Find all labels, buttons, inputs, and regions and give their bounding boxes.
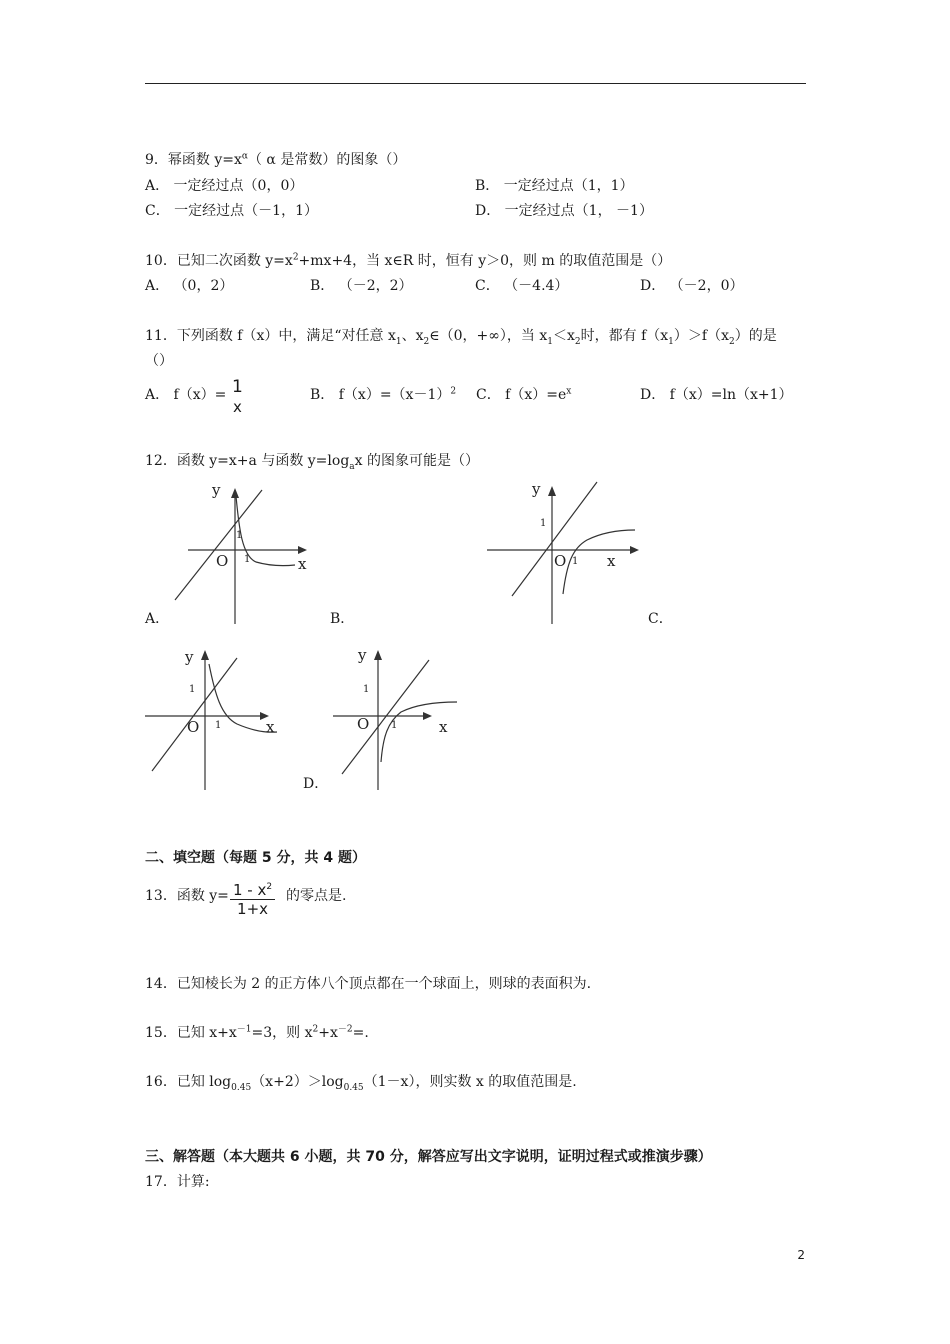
q9-option-b: B． 一定经过点（1，1）: [475, 178, 634, 194]
graph-option-a: [170, 478, 315, 628]
q15-stem-part: +x: [318, 1025, 338, 1041]
q9-superscript: α: [241, 151, 248, 162]
origin-label: O: [216, 552, 229, 570]
q10-option-b: B． （－2，2）: [310, 278, 413, 294]
q12-label-c: C．: [648, 611, 673, 627]
x-axis-arrow: [298, 546, 307, 554]
x-tick-label: 1: [572, 556, 579, 567]
q11-stem-part: ）的是: [734, 328, 777, 344]
q11-stem-part: ∈（0，+∞），当 x: [429, 328, 548, 344]
y-axis-arrow: [231, 488, 239, 498]
q11-option-c: [476, 386, 571, 404]
fraction-numerator: 1: [232, 377, 243, 397]
q9-option-d: D． 一定经过点（1， －1）: [475, 203, 653, 219]
y-tick-label: 1: [236, 530, 243, 541]
q9-option-a: A． 一定经过点（0，0）: [145, 178, 304, 194]
x-axis-label: x: [266, 718, 275, 736]
q11-stem-line2: （）: [145, 353, 173, 369]
q15-stem-part: =3，则 x: [251, 1025, 313, 1041]
q10-stem-part: +mx+4，当 x∈R 时，恒有 y＞0，则 m 的取值范围是（）: [298, 253, 672, 269]
q12-subscript: a: [349, 461, 355, 472]
y-axis-label: y: [185, 648, 194, 666]
q16-subscript: 0.45: [343, 1082, 364, 1093]
q10-option-c: C． （－4.4）: [475, 278, 569, 294]
q11-subscript: 1: [547, 336, 553, 347]
page-number: 2: [797, 1248, 805, 1262]
q10-superscript: 2: [292, 252, 299, 263]
y-axis-label: y: [358, 646, 367, 664]
q11-stem-part: ＜x: [552, 328, 575, 344]
x-axis-label: x: [298, 555, 307, 573]
q11-stem-part: 时，都有 f（x: [580, 328, 669, 344]
x-tick-label: 1: [391, 720, 398, 731]
q11-subscript: 2: [574, 336, 581, 347]
origin-label: O: [357, 715, 370, 733]
x-axis-arrow: [423, 712, 432, 720]
y-axis-label: y: [532, 480, 541, 498]
x-axis-arrow: [630, 546, 639, 554]
origin-label: O: [187, 718, 200, 736]
x-tick-label: 1: [215, 720, 222, 731]
header-rule: [145, 83, 806, 84]
y-axis-arrow: [548, 486, 556, 496]
q13-numerator-text: 1 - x: [233, 881, 267, 899]
q11-option-a-fraction: [229, 377, 246, 417]
q9-stem-part: （ α 是常数）的图象（）: [247, 152, 407, 168]
q12-label-d: D．: [303, 776, 329, 792]
line-graph: [342, 660, 429, 774]
q16-stem-part: 16．已知 log: [145, 1074, 232, 1090]
q9-option-c: C． 一定经过点（－1，1）: [145, 203, 318, 219]
graph-option-c: [145, 644, 285, 794]
q11-option-c-sup: x: [566, 386, 572, 397]
x-axis-label: x: [607, 552, 616, 570]
q15-superscript: －2: [337, 1024, 353, 1035]
q10-stem-part: 10．已知二次函数 y=x: [145, 253, 293, 269]
question-11-stem: [145, 327, 777, 345]
line-graph: [512, 482, 597, 596]
question-13-stem-suffix: 的零点是.: [286, 888, 347, 904]
q13-numerator-sup: 2: [266, 882, 273, 892]
q11-option-a: A． f（x）=: [145, 387, 227, 403]
q11-stem-part: 、x: [401, 328, 424, 344]
question-10-stem: [145, 252, 671, 270]
q11-option-c-text: C． f（x）=e: [476, 387, 567, 403]
graph-option-d: [333, 644, 473, 794]
q11-option-b: [310, 386, 456, 404]
line-graph: [175, 490, 262, 600]
question-16-stem: [145, 1073, 577, 1091]
graph-option-b: [485, 478, 650, 628]
q15-stem-part: 15．已知 x+x: [145, 1025, 237, 1041]
q11-subscript: 1: [395, 336, 402, 347]
y-axis-arrow: [201, 650, 209, 660]
fraction-denominator: x: [232, 398, 242, 416]
section-3-heading: 三、解答题（本大题共 6 小题，共 70 分，解答应写出文字说明，证明过程式或推演步骤）: [145, 1149, 712, 1165]
q11-subscript: 2: [423, 336, 430, 347]
question-9-stem: [145, 151, 406, 169]
y-axis-arrow: [374, 650, 382, 660]
q11-stem-part: ）＞f（x: [673, 328, 729, 344]
x-axis-label: x: [439, 718, 448, 736]
q16-stem-part: （1－x），则实数 x 的取值范围是.: [363, 1074, 577, 1090]
q12-label-b: B．: [330, 611, 355, 627]
q12-stem-part: x 的图象可能是（）: [354, 453, 480, 469]
q16-subscript: 0.45: [231, 1082, 252, 1093]
q11-subscript: 2: [728, 336, 735, 347]
y-tick-label: 1: [363, 684, 370, 695]
y-tick-label: 1: [540, 518, 547, 529]
q11-option-b-sup: 2: [450, 386, 457, 397]
q10-option-d: D． （－2，0）: [640, 278, 744, 294]
q9-stem-part: 9．幂函数 y=x: [145, 152, 242, 168]
line-graph: [152, 658, 237, 771]
q11-subscript: 1: [668, 336, 674, 347]
question-15-stem: [145, 1024, 369, 1042]
fraction-numerator: [230, 881, 275, 900]
question-17-stem: 17．计算:: [145, 1174, 210, 1190]
y-tick-label: 1: [189, 684, 196, 695]
y-axis-label: y: [212, 481, 221, 499]
q11-option-b-text: B． f（x）=（x－1）: [310, 387, 451, 403]
q15-superscript: 2: [312, 1024, 319, 1035]
q13-fraction: [230, 881, 275, 918]
question-14-stem: 14．已知棱长为 2 的正方体八个顶点都在一个球面上，则球的表面积为.: [145, 976, 592, 992]
q15-stem-part: =.: [352, 1025, 369, 1041]
q11-option-d: D． f（x）=ln（x+1）: [640, 387, 793, 403]
q12-label-a: A．: [145, 611, 170, 627]
q16-stem-part: （x+2）＞log: [251, 1074, 344, 1090]
section-2-heading: 二、填空题（每题 5 分，共 4 题）: [145, 850, 366, 866]
q11-stem-part: 11．下列函数 f（x）中，满足“对任意 x: [145, 328, 396, 344]
question-12-stem: [145, 452, 479, 470]
q12-stem-part: 12．函数 y=x+a 与函数 y=log: [145, 453, 350, 469]
q15-superscript: －1: [236, 1024, 252, 1035]
x-tick-label: 1: [244, 554, 251, 565]
question-13-stem-prefix: 13．函数 y=: [145, 888, 229, 904]
q10-option-a: A． （0，2）: [145, 278, 234, 294]
origin-label: O: [554, 552, 567, 570]
fraction-denominator: 1+x: [237, 900, 269, 918]
